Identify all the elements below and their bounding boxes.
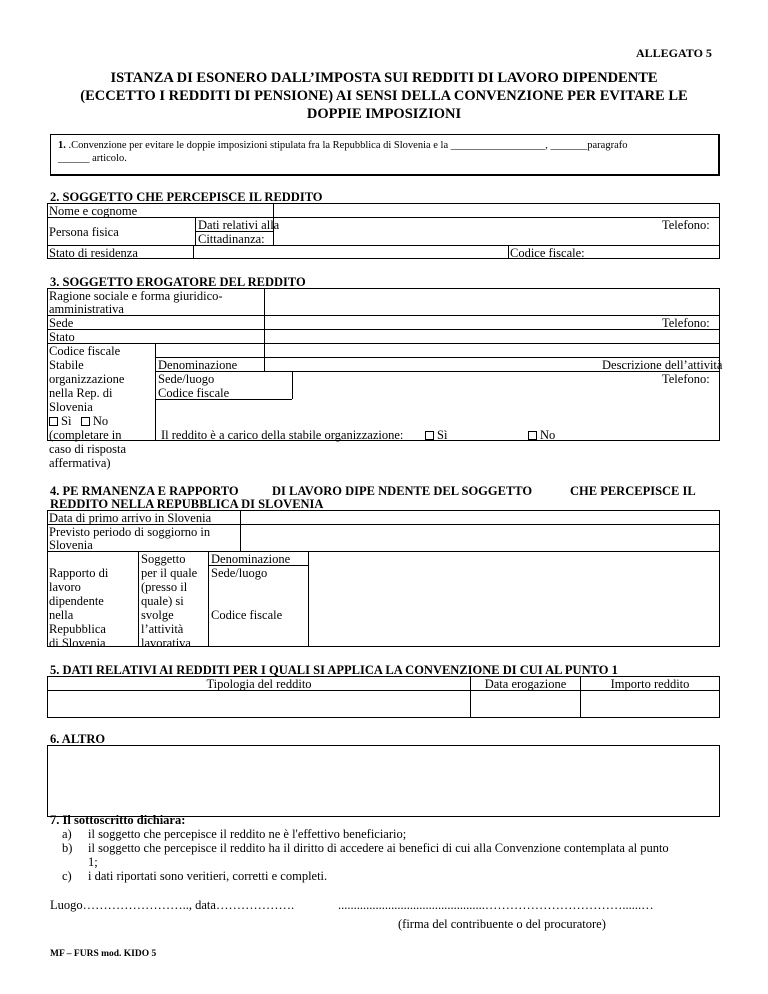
section1-text-line2: ______ articolo.: [58, 153, 127, 164]
company-label-1: Ragione sociale e forma giuridico-: [49, 289, 223, 303]
relationship-label-3: dipendente: [49, 594, 104, 608]
stable-org-label-1: Stabile: [49, 358, 84, 372]
charge-yes-checkbox[interactable]: [425, 431, 434, 440]
signature-caption: (firma del contribuente o del procuratore): [398, 917, 606, 931]
stay-label-2: Slovenia: [49, 538, 93, 552]
charge-label: Il reddito è a carico della stabile organizzazione:: [161, 428, 404, 442]
subject-label-7: lavorativa: [141, 636, 191, 650]
tax-code-field[interactable]: [620, 246, 719, 259]
other-field[interactable]: [47, 745, 720, 817]
company-name-field[interactable]: [265, 289, 719, 315]
section4-heading-b: DI LAVORO DIPE NDENTE DEL SOGGETTO: [272, 484, 533, 498]
section4-heading-c: CHE PERCEPISCE IL: [570, 484, 696, 498]
section1-line1: [58, 139, 627, 152]
divider: [155, 343, 156, 441]
divider: [208, 551, 209, 647]
charge-yes-option: [425, 428, 447, 442]
charge-yes-label: Sì: [437, 428, 448, 442]
divider: [195, 217, 196, 245]
stable-org-label-3: nella Rep. di: [49, 386, 113, 400]
divider: [308, 551, 309, 647]
item-c-marker: c): [62, 869, 72, 883]
subject-label-2: per il quale: [141, 566, 198, 580]
stay-period-field[interactable]: [241, 525, 719, 551]
site-label: Sede/luogo: [211, 566, 268, 580]
form-title-line1: ISTANZA DI ESONERO DALL’IMPOSTA SUI REDDITI DI LAVORO DIPENDENTE: [110, 70, 658, 86]
stable-org-label-8: affermativa): [49, 456, 111, 470]
divider: [508, 245, 509, 259]
income-type-header: Tipologia del reddito: [206, 677, 312, 691]
tax-code2-label: Codice fiscale: [158, 386, 230, 400]
stable-org-choice: [49, 414, 108, 428]
residence-field[interactable]: [194, 246, 507, 259]
payment-date-field[interactable]: [471, 691, 579, 717]
tax-code-label: Codice fiscale:: [510, 246, 585, 260]
item-b-text-2: 1;: [88, 855, 98, 869]
tax-code-label: Codice fiscale: [49, 344, 121, 358]
state-field[interactable]: [265, 330, 719, 343]
divider: [47, 343, 720, 344]
subject-label-6: l’attività: [141, 622, 184, 636]
stable-org-label-6: (completare in: [49, 428, 122, 442]
charge-no-checkbox[interactable]: [528, 431, 537, 440]
charge-no-option: [528, 428, 555, 442]
name-label: Nome e cognome: [49, 204, 138, 218]
form-title-line3: DOPPIE IMPOSIZIONI: [306, 106, 462, 122]
phone2-label: Telefono:: [662, 372, 710, 386]
subject-label-1: Soggetto: [141, 552, 186, 566]
phone-label: Telefono:: [662, 316, 710, 330]
arrival-label: Data di primo arrivo in Slovenia: [49, 511, 212, 525]
name-field[interactable]: [274, 204, 719, 217]
income-amount-header: Importo reddito: [610, 677, 690, 691]
subject-label-5: svolge: [141, 608, 174, 622]
item-b-text-1: il soggetto che percepisce il reddito ha il diritto di accedere ai benefici di cui alla Convenzione contemplata al punto: [88, 841, 669, 855]
data-label: Dati relativi alla: [198, 218, 280, 232]
item-b-marker: b): [62, 841, 73, 855]
yes-label: Sì: [61, 414, 72, 428]
charge-no-label: No: [540, 428, 556, 442]
form-title-line2: (ECCETTO I REDDITI DI PENSIONE) AI SENSI DELLA CONVENZIONE PER EVITARE LE: [80, 88, 688, 104]
phone-label: Telefono:: [662, 218, 710, 232]
relationship-label-2: lavoro: [49, 580, 81, 594]
denomination-label: Denominazione: [158, 358, 238, 372]
relationship-label-6: di Slovenia: [49, 636, 106, 650]
denomination-label: Denominazione: [211, 552, 291, 566]
site-label: Sede/luogo: [158, 372, 215, 386]
payment-date-header: Data erogazione: [484, 677, 567, 691]
section2-heading: 2. SOGGETTO CHE PERCEPISCE IL REDDITO: [50, 190, 323, 204]
section4-heading-line2: REDDITO NELLA REPUBBLICA DI SLOVENIA: [50, 497, 324, 511]
state-label: Stato: [49, 330, 75, 344]
stay-label-1: Previsto periodo di soggiorno in: [49, 525, 211, 539]
section1-number: 1.: [58, 140, 66, 151]
stable-org-label-7: caso di risposta: [49, 442, 127, 456]
relationship-label-4: nella: [49, 608, 74, 622]
section6-heading: 6. ALTRO: [50, 732, 106, 746]
company-label-2: amministrativa: [49, 302, 124, 316]
item-a-text: il soggetto che percepisce il reddito ne è l'effettivo beneficiario;: [88, 827, 407, 841]
signature-line: ...............................................……………………………......…: [338, 898, 654, 912]
arrival-date-field[interactable]: [241, 511, 719, 524]
seat-field[interactable]: [265, 316, 659, 329]
person-data-field[interactable]: [274, 218, 659, 245]
section5-heading: 5. DATI RELATIVI AI REDDITI PER I QUALI SI APPLICA LA CONVENZIONE DI CUI AL PUNTO 1: [50, 663, 618, 677]
activity-label: Descrizione dell’attività: [602, 358, 723, 372]
annex-label: ALLEGATO 5: [636, 46, 712, 60]
section1-text-line1: .Convenzione per evitare le doppie imposizioni stipulata fra la Repubblica di Slovenia e la __________________, _______paragrafo: [68, 140, 628, 151]
seat-label: Sede: [49, 316, 74, 330]
divider: [264, 343, 265, 371]
citizenship-label: Cittadinanza:: [198, 232, 265, 246]
relationship-label-5: Repubblica: [49, 622, 106, 636]
place-date-line: Luogo…………………….., data……………….: [50, 898, 295, 912]
section4-heading-a: 4. PE RMANENZA E RAPPORTO: [50, 484, 239, 498]
stable-org-label-2: organizzazione: [49, 372, 125, 386]
no-label: No: [92, 414, 109, 428]
form-code: MF – FURS mod. KIDO 5: [50, 949, 157, 959]
income-type-field[interactable]: [48, 691, 469, 717]
item-c-text: i dati riportati sono veritieri, corretti e completi.: [88, 869, 328, 883]
tax-code-label: Codice fiscale: [211, 608, 283, 622]
item-a-marker: a): [62, 827, 72, 841]
divider: [138, 551, 139, 647]
divider: [292, 371, 293, 399]
relationship-label-1: Rapporto di: [49, 566, 109, 580]
subject-label-3: (presso il: [141, 580, 188, 594]
residence-label: Stato di residenza: [49, 246, 138, 260]
section7-heading: 7. Il sottoscritto dichiara:: [50, 813, 186, 827]
subject-label-4: quale) si: [141, 594, 184, 608]
income-amount-field[interactable]: [581, 691, 719, 717]
natural-person-label: Persona fisica: [49, 225, 119, 239]
no-checkbox[interactable]: [81, 417, 90, 426]
section3-heading: 3. SOGGETTO EROGATORE DEL REDDITO: [50, 275, 306, 289]
yes-checkbox[interactable]: [49, 417, 58, 426]
stable-org-label-4: Slovenia: [49, 400, 93, 414]
